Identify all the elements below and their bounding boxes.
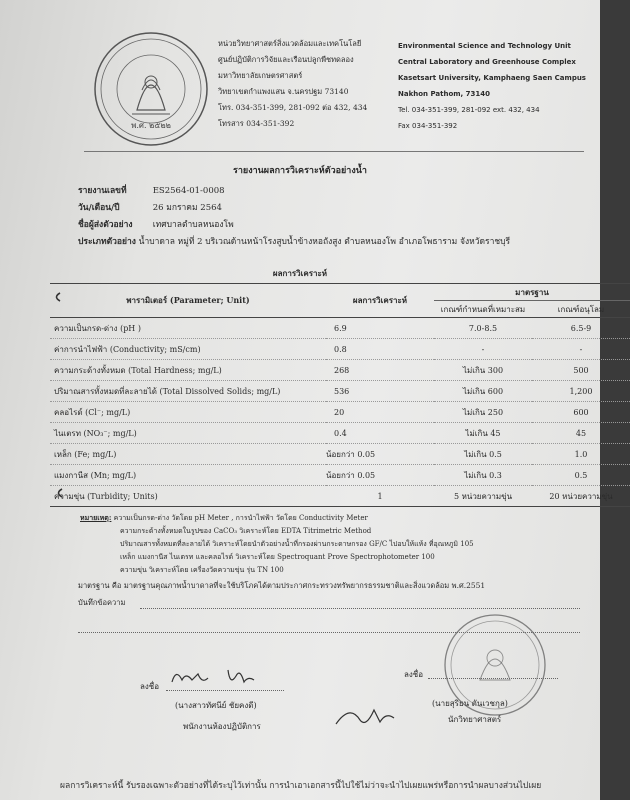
- header-th-line: โทรสาร 034-351-392: [218, 119, 295, 128]
- cell-standard-a: ไม่เกิน 250: [434, 402, 532, 423]
- cell-parameter: เหล็ก (Fe; mg/L): [50, 444, 326, 465]
- punch-mark-icon: [54, 488, 64, 498]
- meta-report-no: [78, 183, 510, 200]
- header-en-line: Nakhon Pathom, 73140: [398, 90, 490, 98]
- header-th-line: โทร. 034-351-399, 281-092 ต่อ 432, 434: [218, 103, 368, 112]
- cell-standard-b: 45: [532, 423, 630, 444]
- cell-result: 268: [326, 360, 434, 381]
- cell-result: 1: [326, 486, 434, 507]
- table-row: [50, 465, 630, 486]
- header-th-line: หน่วยวิทยาศาสตร์สิ่งแวดล้อมและเทคโนโลยี: [218, 39, 362, 48]
- cell-standard-a: 7.0-8.5: [434, 318, 532, 339]
- signature-label: ลงชื่อ: [140, 682, 160, 691]
- notes-line: [80, 511, 474, 525]
- meta-sender: [78, 217, 510, 234]
- cell-standard-b: 20 หน่วยความขุ่น: [532, 486, 630, 507]
- notes-text: ปริมาณสารทั้งหมดที่ละลายได้ วิเคราะห์โดยนำตัวอย่างน้ำที่กรองผ่านกระดาษกรอง GF/C ไปอบให้แห้ง ที่อุณหภูมิ 105: [120, 540, 474, 548]
- dotted-line: [140, 608, 580, 609]
- header-th-line: มหาวิทยาลัยเกษตรศาสตร์: [218, 71, 303, 80]
- university-seal-icon: [92, 30, 210, 148]
- record-label: บันทึกข้อความ: [78, 598, 126, 607]
- header-standard: มาตรฐาน: [434, 284, 630, 301]
- cell-parameter: ความกระด้างทั้งหมด (Total Hardness; mg/L): [50, 360, 326, 381]
- header-thai: [218, 36, 367, 132]
- table-row: [50, 402, 630, 423]
- meta-value: น้ำบาดาล หมู่ที่ 2 บริเวณด้านหน้าโรงสูบน้ำข้างหอถังสูง ตำบลหนองโพ อำเภอโพธาราม จังหวัดราชบุรี: [138, 237, 511, 247]
- cell-parameter: ค่าการนำไฟฟ้า (Conductivity; mS/cm): [50, 339, 326, 360]
- results-table: [50, 283, 630, 507]
- cell-standard-a: -: [434, 339, 532, 360]
- footer-disclaimer: ผลการวิเคราะห์นี้ รับรองเฉพาะตัวอย่างที่ได้ระบุไว้เท่านั้น การนำเอาเอกสารนี้ไปใช้ไม่ว่าจะนำไปเผยแพร่หรือการนำผลบางส่วนไปเผย: [60, 781, 542, 791]
- header-th-line: วิทยาเขตกำแพงแสน จ.นครปฐม 73140: [218, 87, 349, 96]
- meta-type: [78, 234, 510, 251]
- report-meta: [78, 183, 510, 251]
- meta-date: [78, 200, 510, 217]
- meta-value: ES2564-01-0008: [152, 186, 225, 196]
- cell-standard-a: ไม่เกิน 45: [434, 423, 532, 444]
- cell-standard-b: 6.5-9: [532, 318, 630, 339]
- cell-parameter: แมงกานีส (Mn; mg/L): [50, 465, 326, 486]
- meta-label: ชื่อผู้ส่งตัวอย่าง: [78, 220, 133, 230]
- table-row: [50, 444, 630, 465]
- cell-result: 536: [326, 381, 434, 402]
- header-standard-a: เกณฑ์กำหนดที่เหมาะสม: [434, 301, 532, 318]
- cell-result: น้อยกว่า 0.05: [326, 465, 434, 486]
- cell-parameter: คลอไรด์ (Cl⁻; mg/L): [50, 402, 326, 423]
- cell-result: น้อยกว่า 0.05: [326, 444, 434, 465]
- handwritten-signature-icon: [168, 662, 268, 690]
- header-en-line: Central Laboratory and Greenhouse Complex: [398, 58, 576, 66]
- cell-parameter: ความขุ่น (Turbidity; Units): [50, 486, 326, 507]
- signature-line: [166, 690, 284, 691]
- seal-year: พ.ศ. ๒๕๒๒: [131, 121, 171, 130]
- cell-result: 20: [326, 402, 434, 423]
- cell-parameter: ปริมาณสารทั้งหมดที่ละลายได้ (Total Dissolved Solids; mg/L): [50, 381, 326, 402]
- cell-result: 0.4: [326, 423, 434, 444]
- notes-text: เหล็ก แมงกานีส ไนเตรท และคลอไรด์ วิเคราะห์โดย Spectroquant Prove Spectrophotometer 100: [120, 553, 435, 561]
- header-english: [398, 38, 586, 134]
- cell-result: 6.9: [326, 318, 434, 339]
- header-divider: [84, 151, 584, 152]
- table-row: [50, 381, 630, 402]
- header-th-line: ศูนย์ปฏิบัติการวิจัยและเรือนปลูกพืชทดลอง: [218, 55, 354, 64]
- cell-standard-a: ไม่เกิน 0.3: [434, 465, 532, 486]
- header-en-line: Tel. 034-351-399, 281-092 ext. 432, 434: [398, 106, 540, 114]
- cell-parameter: ความเป็นกรด-ด่าง (pH ): [50, 318, 326, 339]
- meta-label: วัน/เดือน/ปี: [78, 203, 120, 213]
- standard-statement: มาตรฐาน คือ มาตรฐานคุณภาพน้ำบาดาลที่จะใช้บริโภคได้ตามประกาศกระทรวงทรัพยากรธรรมชาติและสิ่งแวดล้อม พ.ศ.2551: [78, 581, 486, 590]
- header-en-line: Kasetsart University, Kamphaeng Saen Campus: [398, 74, 586, 82]
- signatory-title: พนักงานห้องปฏิบัติการ: [183, 722, 261, 731]
- cell-standard-a: 5 หน่วยความขุ่น: [434, 486, 532, 507]
- section-title: ผลการวิเคราะห์: [272, 268, 328, 278]
- cell-result: 0.8: [326, 339, 434, 360]
- table-row: [50, 318, 630, 339]
- table-row: [50, 486, 630, 507]
- signatory-name: (นางสาวทัศนีย์ ชัยคงดี): [175, 701, 257, 710]
- table-row: [50, 360, 630, 381]
- cell-standard-b: -: [532, 339, 630, 360]
- cell-standard-b: 0.5: [532, 465, 630, 486]
- cell-standard-a: ไม่เกิน 300: [434, 360, 532, 381]
- cell-standard-a: ไม่เกิน 0.5: [434, 444, 532, 465]
- signatory-title: นักวิทยาศาสตร์: [448, 715, 502, 724]
- notes-label: หมายเหตุ:: [80, 513, 112, 522]
- meta-value: เทศบาลตำบลหนองโพ: [152, 220, 234, 230]
- notes-text: ความขุ่น วิเคราะห์โดย เครื่องวัดความขุ่น รุ่น TN 100: [120, 566, 284, 574]
- notes: [80, 511, 474, 577]
- cell-standard-b: 1,200: [532, 381, 630, 402]
- signature-label: ลงชื่อ: [404, 670, 424, 679]
- handwritten-signature-icon: [330, 700, 420, 730]
- cell-standard-b: 600: [532, 402, 630, 423]
- notes-text: ความเป็นกรด-ด่าง วัดโดย pH Meter , การนำไฟฟ้า วัดโดย Conductivity Meter: [113, 514, 368, 522]
- cell-standard-b: 1.0: [532, 444, 630, 465]
- cell-standard-b: 500: [532, 360, 630, 381]
- cell-standard-a: ไม่เกิน 600: [434, 381, 532, 402]
- meta-label: รายงานเลขที่: [78, 186, 127, 196]
- header-standard-b: เกณฑ์อนุโลม: [532, 301, 630, 318]
- meta-value: 26 มกราคม 2564: [152, 203, 222, 213]
- cell-parameter: ไนเตรท (NO₃⁻; mg/L): [50, 423, 326, 444]
- table-row: [50, 423, 630, 444]
- official-stamp-icon: [440, 610, 550, 720]
- header-en-line: Fax 034-351-392: [398, 122, 458, 130]
- header-en-line: Environmental Science and Technology Unit: [398, 42, 571, 50]
- report-title: รายงานผลการวิเคราะห์ตัวอย่างน้ำ: [233, 166, 367, 176]
- table-row: [50, 339, 630, 360]
- meta-label: ประเภทตัวอย่าง: [78, 237, 136, 247]
- notes-text: ความกระด้างทั้งหมดในรูปของ CaCO₃ วิเคราะห์โดย EDTA Titrimetric Method: [120, 527, 372, 535]
- punch-mark-icon: [52, 292, 62, 302]
- header-result: ผลการวิเคราะห์: [326, 284, 434, 318]
- signatory-name: (นายสุริยน ตันเวชกุล): [432, 699, 508, 708]
- header-parameter: พารามิเตอร์ (Parameter; Unit): [50, 284, 326, 318]
